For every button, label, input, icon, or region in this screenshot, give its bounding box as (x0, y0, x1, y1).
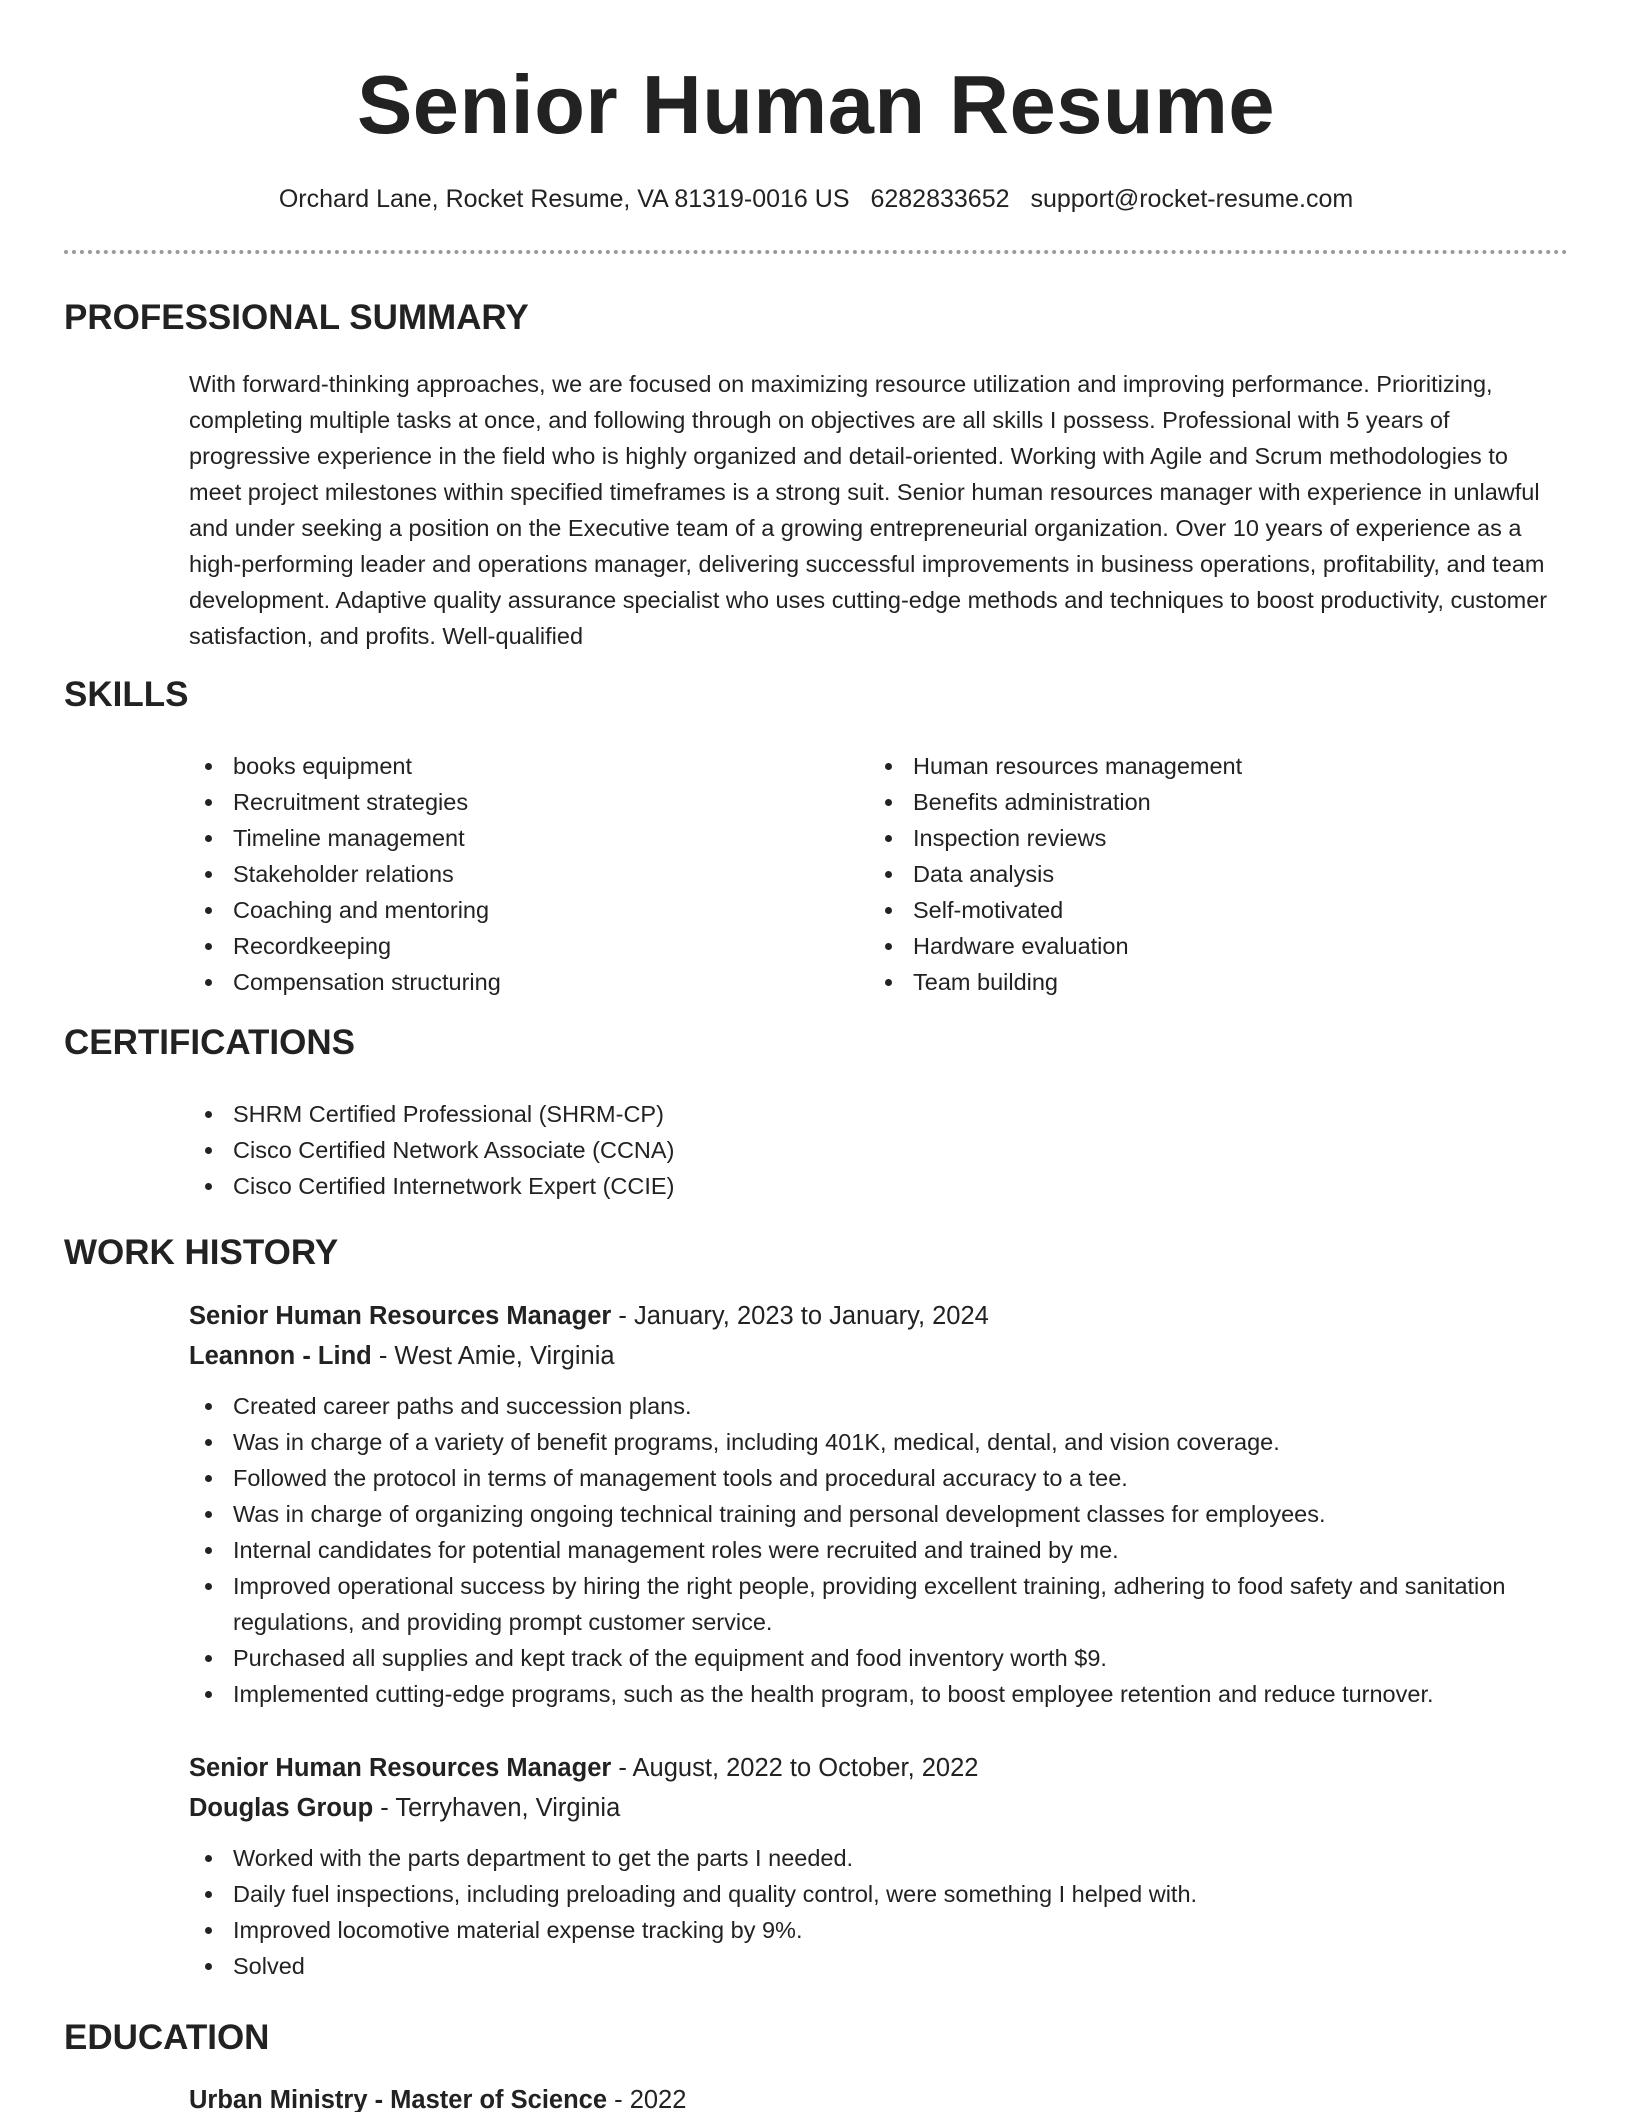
job-company: Leannon - Lind (189, 1342, 372, 1370)
skills-list-left (189, 748, 849, 1000)
contact-line (0, 181, 1632, 217)
list-item: Coaching and mentoring (189, 892, 849, 928)
list-item: Internal candidates for potential management roles were recruited and trained by me. (189, 1532, 1564, 1568)
section-title-skills: SKILLS (64, 675, 189, 714)
list-item: Recordkeeping (189, 928, 849, 964)
job-dates: - August, 2022 to October, 2022 (611, 1754, 979, 1782)
job-entry (189, 1748, 1564, 1984)
summary-text: With forward-thinking approaches, we are focused on maximizing resource utilization and improving performance. Prioritizing, completing multiple tasks at once, and following through on objectives are all skills I possess. Professional with 5 years of progressive experience in the field who is highly organized and detail-oriented. Working with Agile and Scrum methodologies to meet project milestones within specified timeframes is a strong suit. Senior human resources manager with experience in unlawful and under seeking a position on the Executive team of a growing entrepreneurial organization. Over 10 years of experience as a high-performing leader and operations manager, delivering successful improvements in business operations, profitability, and team development. Adaptive quality assurance specialist who uses cutting-edge methods and techniques to boost productivity, customer satisfaction, and profits. Well-qualified (189, 371, 1548, 649)
list-item: Stakeholder relations (189, 856, 849, 892)
section-title-summary: PROFESSIONAL SUMMARY (64, 298, 529, 337)
list-item: Inspection reviews (869, 820, 1529, 856)
job-location: - Terryhaven, Virginia (373, 1794, 621, 1822)
list-item: Hardware evaluation (869, 928, 1529, 964)
job-duties-list (189, 1840, 1564, 1984)
education-year: - 2022 (607, 2086, 687, 2112)
list-item: Worked with the parts department to get the parts I needed. (189, 1840, 1564, 1876)
job-duties-list (189, 1388, 1564, 1712)
section-title-education: EDUCATION (64, 2018, 270, 2057)
list-item: Self-motivated (869, 892, 1529, 928)
list-item: Solved (189, 1948, 1564, 1984)
job-entry (189, 1296, 1564, 1712)
skills-list-right (869, 748, 1529, 1000)
job-company: Douglas Group (189, 1794, 374, 1822)
education-school-degree: Urban Ministry - Master of Science (189, 2086, 608, 2112)
resume-name: Senior Human Resume (356, 58, 1276, 151)
job-location: - West Amie, Virginia (371, 1342, 615, 1370)
job-title-line (189, 1296, 1564, 1336)
list-item: Benefits administration (869, 784, 1529, 820)
list-item: Improved operational success by hiring the right people, providing excellent training, adhering to food safety and sanitation regulations, and providing prompt customer service. (189, 1568, 1564, 1640)
contact-phone: 6282833652 (870, 185, 1010, 213)
job-company-line (189, 1788, 1564, 1828)
job-title: Senior Human Resources Manager (189, 1754, 612, 1782)
list-item: Recruitment strategies (189, 784, 849, 820)
list-item: books equipment (189, 748, 849, 784)
list-item: Implemented cutting-edge programs, such as the health program, to boost employee retention and reduce turnover. (189, 1676, 1564, 1712)
list-item: Followed the protocol in terms of management tools and procedural accuracy to a tee. (189, 1460, 1564, 1496)
list-item: Data analysis (869, 856, 1529, 892)
job-title-line (189, 1748, 1564, 1788)
list-item: Cisco Certified Network Associate (CCNA) (189, 1132, 1489, 1168)
section-title-work-history: WORK HISTORY (64, 1233, 339, 1272)
list-item: Timeline management (189, 820, 849, 856)
job-company-line (189, 1336, 1564, 1376)
job-dates: - January, 2023 to January, 2024 (611, 1302, 989, 1330)
list-item: Improved locomotive material expense tracking by 9%. (189, 1912, 1564, 1948)
list-item: Purchased all supplies and kept track of the equipment and food inventory worth $9. (189, 1640, 1564, 1676)
list-item: Team building (869, 964, 1529, 1000)
list-item: Created career paths and succession plans. (189, 1388, 1564, 1424)
section-title-certifications: CERTIFICATIONS (64, 1023, 356, 1062)
list-item: SHRM Certified Professional (SHRM-CP) (189, 1096, 1489, 1132)
contact-email: support@rocket-resume.com (1030, 185, 1354, 213)
list-item: Human resources management (869, 748, 1529, 784)
list-item: Daily fuel inspections, including preloading and quality control, were something I helped with. (189, 1876, 1564, 1912)
list-item: Compensation structuring (189, 964, 849, 1000)
certifications-list (189, 1096, 1489, 1204)
education-entry (189, 2080, 686, 2112)
job-title: Senior Human Resources Manager (189, 1302, 612, 1330)
list-item: Cisco Certified Internetwork Expert (CCIE) (189, 1168, 1489, 1204)
header-divider (64, 250, 1568, 254)
list-item: Was in charge of a variety of benefit programs, including 401K, medical, dental, and vision coverage. (189, 1424, 1564, 1460)
list-item: Was in charge of organizing ongoing technical training and personal development classes for employees. (189, 1496, 1564, 1532)
contact-address: Orchard Lane, Rocket Resume, VA 81319-0016 US (278, 185, 850, 213)
